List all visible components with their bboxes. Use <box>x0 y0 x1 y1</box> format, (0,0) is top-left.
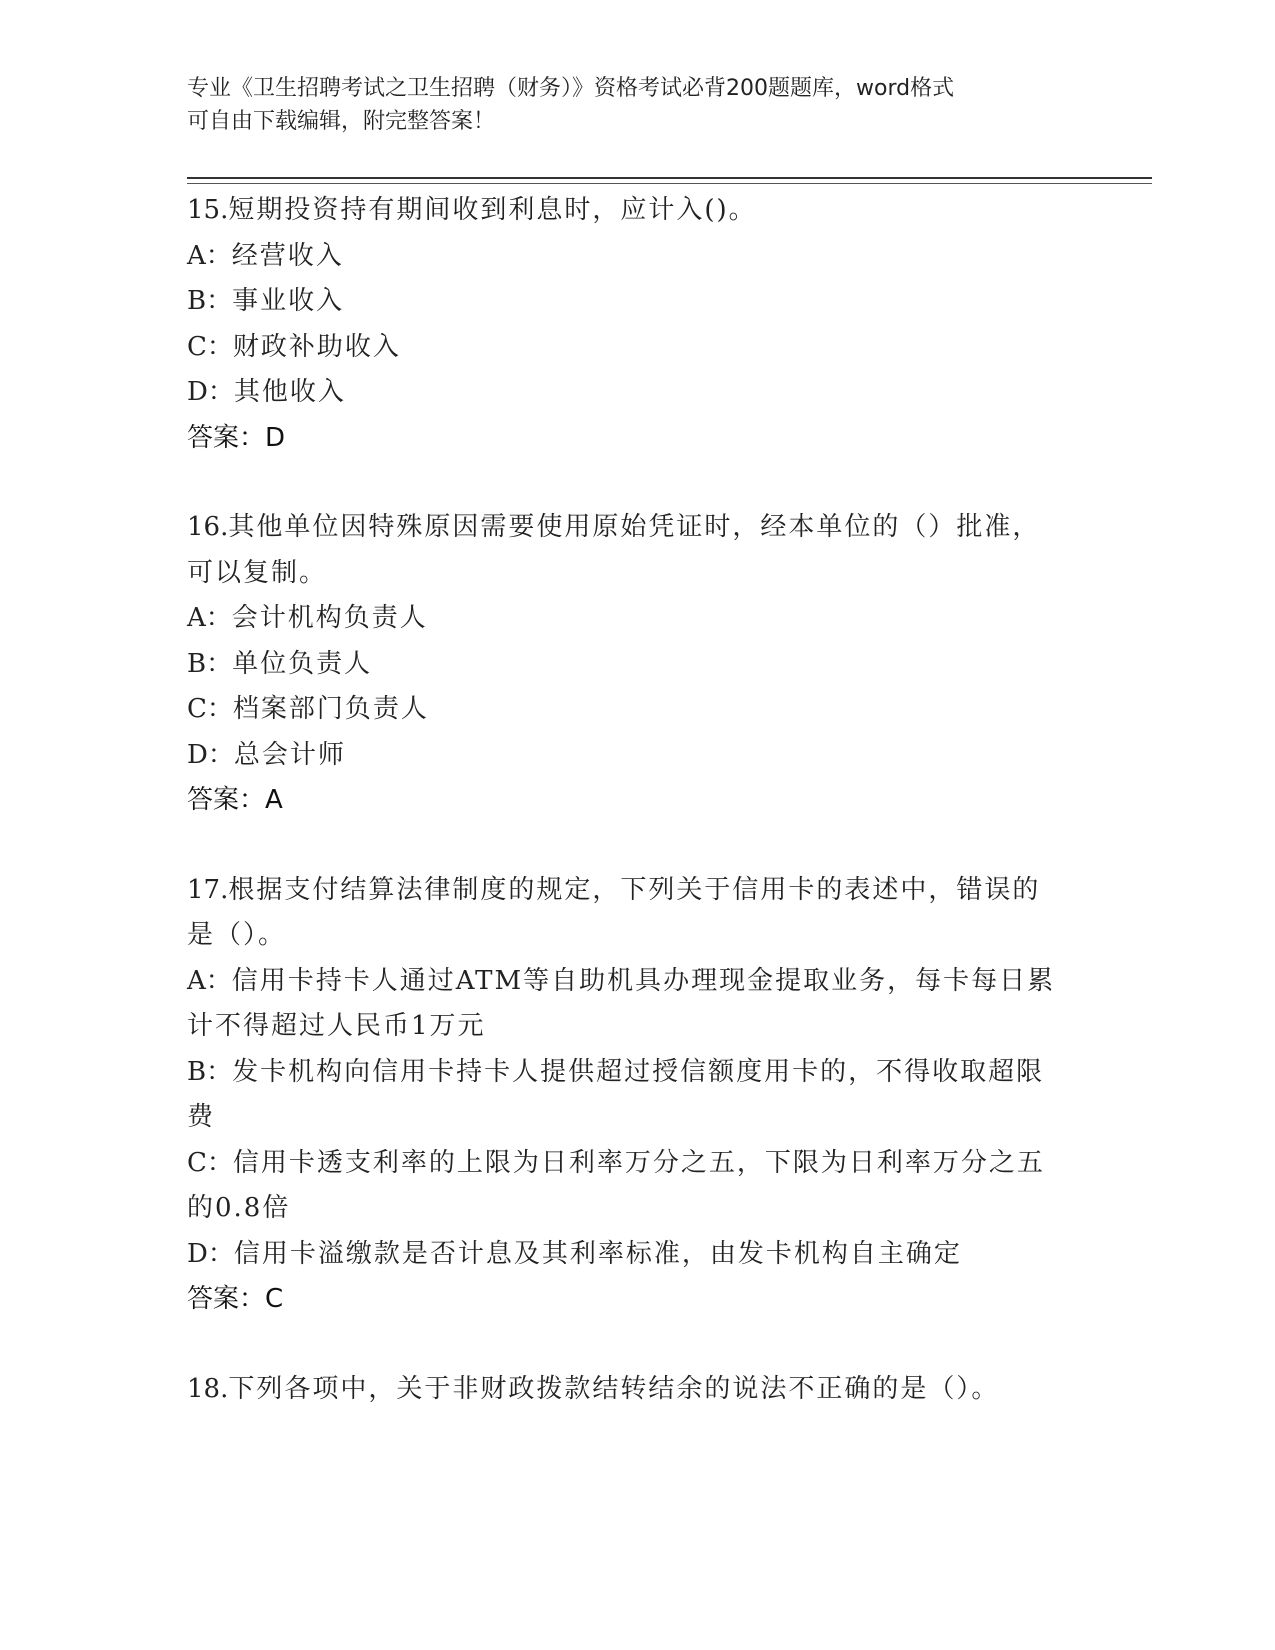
option-line <box>187 234 1077 280</box>
option-text: 其他收入 <box>233 377 346 407</box>
header-divider-thin <box>187 183 1152 184</box>
option-key: D： <box>187 377 234 407</box>
header-divider-thick <box>187 177 1152 179</box>
option-line <box>187 1095 1077 1141</box>
option-line <box>187 1141 1077 1187</box>
question-stem-text: 可以复制。 <box>187 557 328 588</box>
option-line <box>187 687 1077 733</box>
option-key: C： <box>187 331 233 362</box>
option-text: 发卡机构向信用卡持卡人提供超过授信额度用卡的，不得收取超限 <box>232 1056 1045 1087</box>
question-stem-text: 是（）。 <box>187 920 287 950</box>
option-key: B： <box>187 286 233 316</box>
option-text: 事业收入 <box>232 286 345 316</box>
option-key: A： <box>187 965 232 996</box>
answer-line: 答案：A <box>187 785 283 815</box>
option-text: 的0.8倍 <box>187 1193 291 1223</box>
answer-line: 答案：D <box>187 422 286 453</box>
question-4 <box>187 1367 1077 1413</box>
option-key: B： <box>187 648 233 679</box>
question-stem-line <box>187 913 1077 959</box>
option-line <box>187 370 1077 416</box>
option-text: 经营收入 <box>231 240 344 271</box>
option-line <box>187 1004 1077 1050</box>
answer-line: 答案：C <box>187 1284 284 1314</box>
option-line <box>187 642 1077 688</box>
question-stem-text: 短期投资持有期间收到利息时，应计入()。 <box>228 195 757 225</box>
option-text: 信用卡透支利率的上限为日利率万分之五，下限为日利率万分之五 <box>232 1147 1045 1178</box>
question-number: 16. <box>187 512 229 542</box>
question-1 <box>187 188 1077 461</box>
option-text: 财政补助收入 <box>232 331 401 362</box>
option-text: 信用卡持卡人通过ATM等自助机具办理现金提取业务，每卡每日累 <box>231 965 1056 996</box>
option-line <box>187 959 1077 1005</box>
option-key: C： <box>187 694 233 724</box>
question-2 <box>187 505 1077 824</box>
question-stem-line <box>187 551 1077 597</box>
option-key: D： <box>187 1238 234 1269</box>
option-line <box>187 1050 1077 1096</box>
question-number: 17. <box>187 874 229 905</box>
option-text: 单位负责人 <box>232 648 373 679</box>
option-line <box>187 325 1077 371</box>
option-text: 信用卡溢缴款是否计息及其利率标准，由发卡机构自主确定 <box>233 1238 962 1269</box>
option-line <box>187 733 1077 779</box>
question-stem-line <box>187 1367 1077 1413</box>
question-stem-text: 其他单位因特殊原因需要使用原始凭证时，经本单位的（）批准， <box>228 512 1041 542</box>
option-key: A： <box>187 603 232 633</box>
question-stem-line <box>187 188 1077 234</box>
header-line-1: 专业《卫生招聘考试之卫生招聘（财务）》资格考试必背200题题库，word格式 <box>187 76 955 101</box>
option-line <box>187 1232 1077 1278</box>
option-key: C： <box>187 1147 233 1178</box>
option-text: 总会计师 <box>233 739 346 770</box>
option-line <box>187 596 1077 642</box>
question-list <box>187 188 1077 1456</box>
question-number: 15. <box>187 195 229 225</box>
option-text: 费 <box>187 1102 216 1132</box>
question-stem-line <box>187 505 1077 551</box>
option-line <box>187 279 1077 325</box>
option-text: 计不得超过人民币1万元 <box>187 1011 486 1041</box>
header-line-2: 可自由下载编辑，附完整答案！ <box>187 109 496 134</box>
question-number: 18. <box>187 1373 229 1404</box>
question-3 <box>187 868 1077 1323</box>
question-stem-line <box>187 868 1077 914</box>
option-key: A： <box>187 240 232 271</box>
option-text: 会计机构负责人 <box>231 603 428 633</box>
question-stem-text: 下列各项中，关于非财政拨款结转结余的说法不正确的是（）。 <box>228 1373 1000 1404</box>
document-header <box>187 72 1067 138</box>
option-key: B： <box>187 1056 233 1087</box>
option-line <box>187 1186 1077 1232</box>
option-key: D： <box>187 739 234 770</box>
option-text: 档案部门负责人 <box>232 694 429 724</box>
question-stem-text: 根据支付结算法律制度的规定，下列关于信用卡的表述中，错误的 <box>228 874 1041 905</box>
